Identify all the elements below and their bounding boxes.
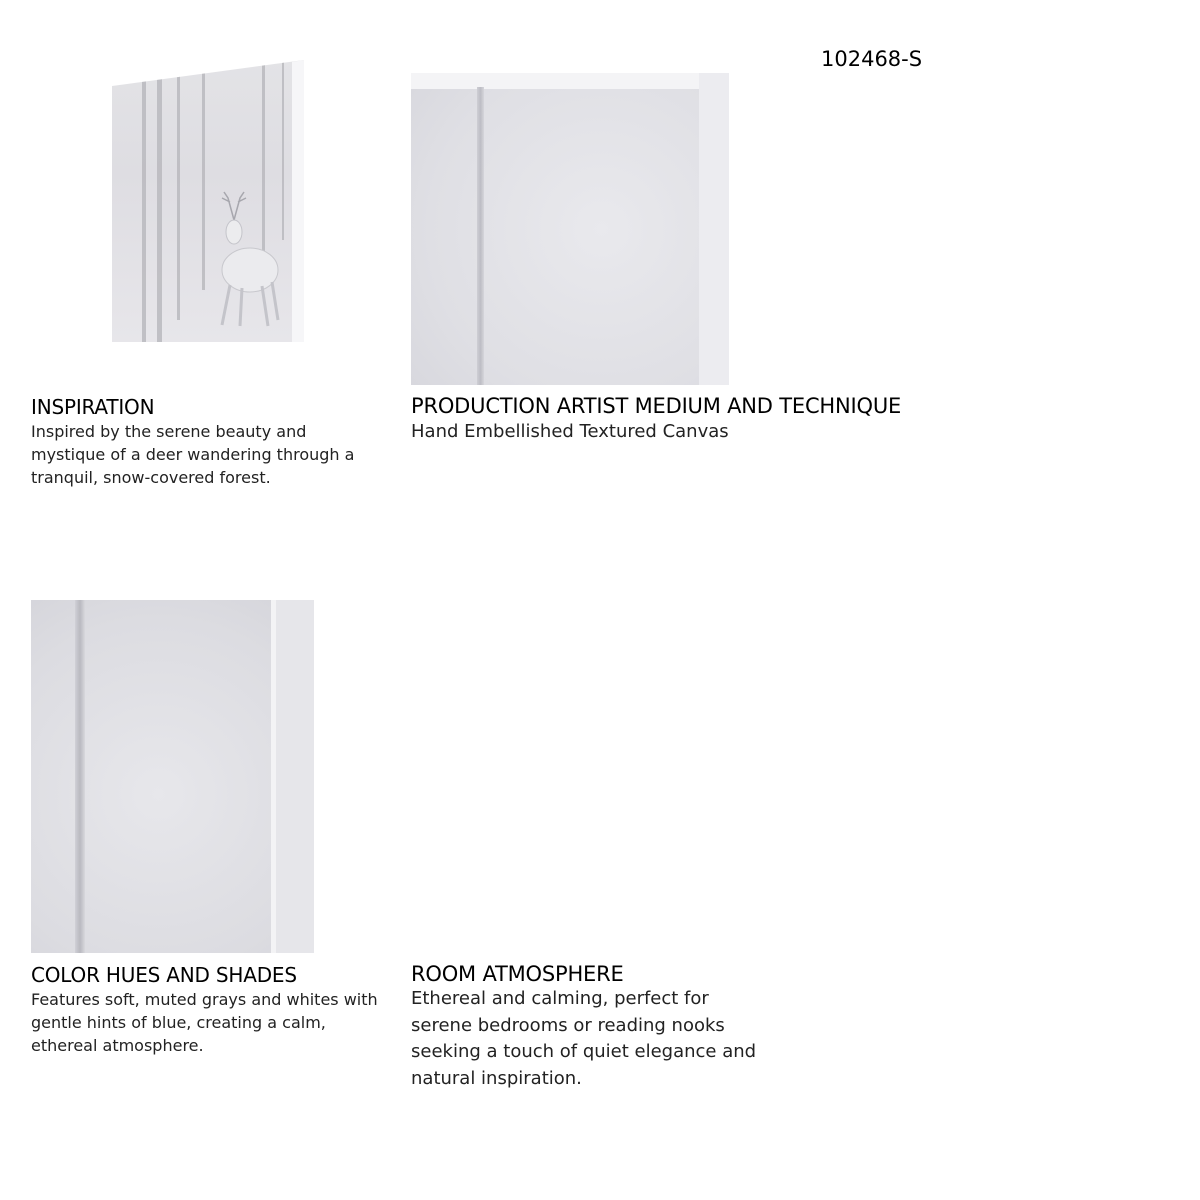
deer-icon <box>112 60 304 342</box>
inspiration-text: Inspired by the serene beauty and mystique of a deer wandering through a tranquil, snow-covered forest. <box>31 422 355 487</box>
inspiration-title: INSPIRATION <box>31 395 155 419</box>
room-atmosphere-text: Ethereal and calming, perfect for serene bedrooms or reading nooks seeking a touch of quiet elegance and natural inspiration. <box>411 988 757 1089</box>
sku-label: 102468-S <box>821 47 923 71</box>
color-hues-text: Features soft, muted grays and whites with gentle hints of blue, creating a calm, ethereal atmosphere. <box>31 990 378 1055</box>
canvas-edge-detail-image <box>411 73 729 385</box>
production-title: PRODUCTION ARTIST MEDIUM AND TECHNIQUE <box>411 394 902 418</box>
production-text: Hand Embellished Textured Canvas <box>411 421 729 442</box>
room-atmosphere-title: ROOM ATMOSPHERE <box>411 962 624 986</box>
color-hues-title: COLOR HUES AND SHADES <box>31 963 297 987</box>
canvas-texture-detail-image <box>31 600 314 953</box>
